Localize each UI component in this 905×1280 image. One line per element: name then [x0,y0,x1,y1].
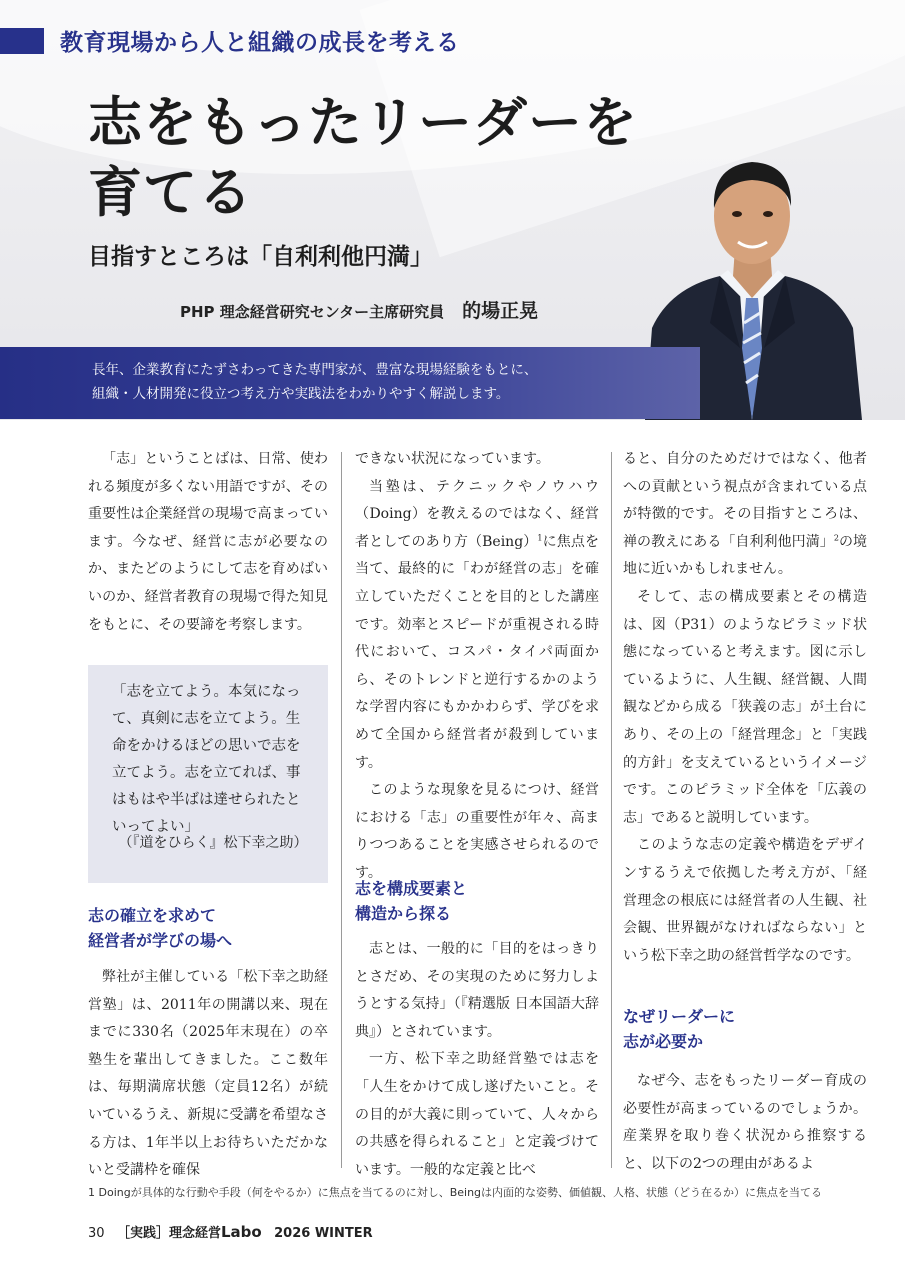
page-number: 30 [88,1226,105,1241]
section-heading-2 [355,876,467,926]
text-run: ると、自分のためだけではなく、他者への貢献という視点が含まれている点が特徴的です。その目指すところは、禅の教えにある「自利利他円満」 [623,451,867,550]
body-paragraph: なぜ今、志をもったリーダー育成の必要性が高まっているのでしょうか。産業界を取り巻く状況から推察すると、以下の2つの理由があるよ [623,1073,867,1172]
lead-text [92,358,652,406]
lead-line-1: 長年、企業教育にたずさわってきた専門家が、豊富な現場経験をもとに、 [92,362,538,378]
title-line-1: 志をもったリーダーを [88,91,638,154]
column-1-intro [88,446,328,639]
intro-paragraph: 「志」ということばは、日常、使われる頻度が多くない用語ですが、その重要性は企業経営の現場で高まっています。今なぜ、経営に志が必要なのか、またどのようにして志を育めばいいのか、経営者教育の現場で得た知見をもとに、その要諦を考察します。 [88,451,328,633]
body-paragraph: このような志の定義や構造をデザインするうえで依拠した考え方が、「経営理念の根底には経営者の人生観、社会観、世界観がなければならない」という松下幸之助の経営哲学なのです。 [623,837,867,964]
body-paragraph: できない状況になっています。 [355,451,550,467]
column-2-lower [355,936,599,1184]
kicker-bar [0,28,44,54]
column-3-lower [623,1068,867,1178]
text-run: 当塾は、テクニックやノウハウ（Doing）を教えるのではなく、経営者としてのあり方（Being） [355,478,599,550]
body-paragraph: そして、志の構成要素とその構造は、図（P31）のようなピラミッド状態になっていると考えます。図に示しているように、人生観、経営観、人間観などから成る「狭義の志」が土台にあり、その上の「経営理念」と「実践的方針」を支えているというイメージです。このピラミッド全体を「広義の志」であると説明しています。 [623,588,867,826]
issue-label: 2026 WINTER [274,1226,373,1241]
author-name: 的場正晃 [462,300,539,322]
column-2 [355,446,599,888]
column-divider [341,452,342,1168]
footnote: 1 Doingが具体的な行動や手段（何をやるか）に焦点を当てるのに対し、Beingは内面的な姿勢、価値観、人格、状態（どう在るか）に焦点を当てる [88,1186,823,1199]
series-kicker: 教育現場から人と組織の成長を考える [60,30,460,56]
magazine-bracket: ［実践］ [116,1226,169,1241]
footnote-ref: 1 [537,533,543,543]
heading-line: 志の確立を求めて [88,906,217,925]
heading-line: 経営者が学びの場へ [88,931,233,950]
section-heading-3 [623,1004,735,1054]
heading-line: なぜリーダーに [623,1007,736,1026]
text-run: に焦点を当て、最終的に「わが経営の志」を確立していただくことを目的とした講座です。効率とスピードが重視される時代において、コスパ・タイパ両面から、そのトレンドと逆行するかのような学習内容にもかかわらず、学びを求めて全国から経営者が殺到しています。 [355,533,599,771]
heading-line: 構造から探る [355,904,452,923]
section-heading-1 [88,903,232,953]
lead-line-2: 組織・人材開発に役立つ考え方や実践法をわかりやすく解説します。 [92,386,510,402]
article-title [88,88,728,228]
author-byline [180,296,538,323]
title-line-2: 育てる [88,161,253,224]
body-paragraph: 弊社が主催している「松下幸之助経営塾」は、2011年の開講以来、現在までに330名（2025年末現在）の卒塾生を輩出してきました。ここ数年は、毎期満席状態（定員12名）が続いているうえ、新規に受講を希望なさる方は、1年半以上お待ちいただかないと受講枠を確保 [88,969,328,1179]
quote-text: 「志を立てよう。本気になって、真剣に志を立てよう。生命をかけるほどの思いで志を立てよう。志を立てれば、事はもはや半ばは達せられたといってよい」 [112,684,301,835]
quote-source: （『道をひらく』松下幸之助） [118,835,308,851]
footnote-ref: 2 [833,533,839,543]
text-run: の境地に近いかもしれません。 [623,533,868,578]
column-1-body [88,964,328,1185]
body-paragraph: このような現象を見るにつけ、経営における「志」の重要性が年々、高まりつつあることを実感させられるのです。 [355,782,599,881]
body-paragraph: 志とは、一般的に「目的をはっきりとさだめ、その実現のために努力しようとする気持」（『精選版 日本国語大辞典』）とされています。 [355,941,599,1040]
heading-line: 志を構成要素と [355,879,468,898]
body-paragraph [623,446,867,584]
page-footer [88,1222,373,1241]
body-paragraph: 一方、松下幸之助経営塾では志を「人生をかけて成し遂げたいこと。その目的が大義に則っていて、人々からの共感を得られること」と定義づけています。一般的な定義と比べ [355,1051,599,1178]
column-3 [623,446,867,970]
heading-line: 志が必要か [623,1032,704,1051]
magazine-name: 理念経営 [168,1226,221,1241]
article-subtitle: 目指すところは「自利利他円満」 [88,244,433,270]
magazine-labo: Labo [220,1223,262,1241]
column-divider [611,452,612,1168]
author-role: PHP 理念経営研究センター主席研究員 [180,303,445,321]
body-paragraph [355,474,599,778]
